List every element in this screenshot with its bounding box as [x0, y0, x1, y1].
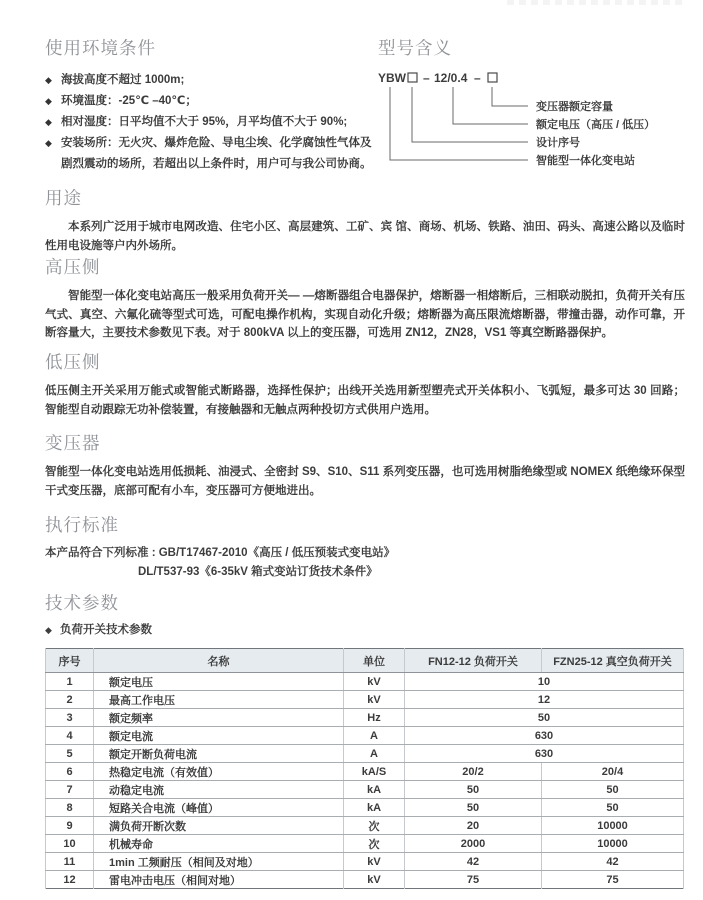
list-item: [45, 70, 375, 91]
section-title-tech-params: 技术参数: [45, 593, 119, 613]
table-row: [46, 871, 684, 889]
model-label-station-type: 智能型一体化变电站: [536, 155, 635, 167]
section-title-standards: 执行标准: [45, 515, 119, 535]
usage-paragraph: 本系列广泛用于城市电网改造、住宅小区、高层建筑、工矿、宾 馆、商场、机场、铁路、油田、码头、高速公路以及临时性用电设施等户内外场所。: [45, 221, 685, 252]
model-label-capacity: 变压器额定容量: [536, 101, 613, 113]
spec-table-body: [46, 673, 684, 889]
model-code-prefix: YBW: [378, 71, 406, 85]
section-title-transformer: 变压器: [45, 433, 101, 453]
table-row: [46, 853, 684, 871]
table-cell: kV: [344, 853, 405, 871]
list-item: [45, 133, 375, 175]
list-item: [45, 112, 375, 133]
bullet-text: 相对湿度：日平均值不大于 95%，月平均值不大于 90%;: [61, 116, 348, 128]
table-cell: 10: [46, 835, 94, 853]
table-cell: 4: [46, 727, 94, 745]
table-cell: 动稳定电流: [94, 781, 344, 799]
section-usage: [45, 186, 685, 255]
table-cell: A: [344, 727, 405, 745]
model-code-dash: –: [423, 71, 430, 85]
table-cell: 雷电冲击电压（相间对地）: [94, 871, 344, 889]
section-title-hv: 高压侧: [45, 257, 101, 277]
table-cell: 8: [46, 799, 94, 817]
diamond-bullet-icon: ◆: [45, 117, 52, 127]
col-header-fzn25: FZN25-12 真空负荷开关: [542, 649, 684, 673]
section-title-usage: 用途: [45, 188, 82, 208]
model-label-voltage: 额定电压（高压 / 低压）: [536, 119, 656, 131]
table-cell: kA: [344, 799, 405, 817]
table-cell: 42: [405, 853, 542, 871]
table-cell: 短路关合电流（峰值）: [94, 799, 344, 817]
table-cell: 50: [405, 799, 542, 817]
diamond-bullet-icon: ◆: [45, 625, 52, 635]
table-subtitle: [45, 622, 685, 639]
table-cell: 12: [46, 871, 94, 889]
model-code-dash: –: [474, 71, 481, 85]
model-code-voltage: 12/0.4: [434, 71, 468, 85]
table-row: [46, 763, 684, 781]
table-cell: 9: [46, 817, 94, 835]
table-cell: 75: [405, 871, 542, 889]
section-environment: [45, 36, 375, 175]
table-cell: 50: [405, 781, 542, 799]
table-cell: kV: [344, 871, 405, 889]
table-cell: 12: [405, 691, 684, 709]
col-header-no: 序号: [46, 649, 94, 673]
table-cell: 机械寿命: [94, 835, 344, 853]
diamond-bullet-icon: ◆: [45, 75, 52, 85]
table-cell: 次: [344, 817, 405, 835]
table-cell: 3: [46, 709, 94, 727]
environment-bullet-list: [45, 70, 375, 175]
section-title-environment: 使用环境条件: [45, 38, 156, 58]
diamond-bullet-icon: ◆: [45, 138, 52, 148]
table-cell: 2: [46, 691, 94, 709]
standard-line-1: 本产品符合下列标准 : GB/T17467-2010《高压 / 低压预装式变电站》: [45, 547, 396, 559]
section-title-lv: 低压侧: [45, 352, 101, 372]
transformer-paragraph: 智能型一体化变电站选用低损耗、油浸式、全密封 S9、S10、S11 系列变压器，也可选用树脂绝缘型或 NOMEX 纸绝缘环保型干式变压器，底部可配有小车，变压器可方便地进出。: [45, 466, 685, 497]
section-transformer: [45, 431, 685, 500]
section-standards: [45, 513, 685, 581]
blank-box-icon: [408, 73, 417, 82]
bullet-text: 环境温度：-25℃ –40℃；: [61, 95, 197, 107]
table-cell: A: [344, 745, 405, 763]
section-tech-params: [45, 591, 685, 889]
table-row: [46, 709, 684, 727]
connector-line: [412, 87, 528, 142]
load-switch-spec-table: [45, 648, 684, 889]
cropped-header-artifact: [507, 0, 687, 5]
table-cell: 11: [46, 853, 94, 871]
col-header-unit: 单位: [344, 649, 405, 673]
table-cell: 630: [405, 727, 684, 745]
table-cell: 7: [46, 781, 94, 799]
section-model-designation: [378, 36, 688, 188]
table-cell: 10000: [542, 817, 684, 835]
section-title-model: 型号含义: [378, 38, 452, 58]
table-cell: 额定电流: [94, 727, 344, 745]
table-cell: 20: [405, 817, 542, 835]
table-cell: 2000: [405, 835, 542, 853]
diamond-bullet-icon: ◆: [45, 96, 52, 106]
section-lv-side: [45, 350, 685, 419]
table-cell: 次: [344, 835, 405, 853]
table-row: [46, 691, 684, 709]
table-cell: 满负荷开断次数: [94, 817, 344, 835]
table-cell: kV: [344, 691, 405, 709]
lv-paragraph: 低压侧主开关采用万能式或智能式断路器，选择性保护；出线开关选用新型塑壳式开关体积小、飞弧短，最多可达 30 回路；智能型自动跟踪无功补偿装置，有接触器和无触点两种投切方式供用户选用。: [45, 385, 685, 416]
table-cell: 10: [405, 673, 684, 691]
table-cell: 5: [46, 745, 94, 763]
table-row: [46, 673, 684, 691]
spec-table-head: [46, 649, 684, 673]
col-header-fn12: FN12-12 负荷开关: [405, 649, 542, 673]
table-cell: 1: [46, 673, 94, 691]
table-cell: kV: [344, 673, 405, 691]
list-item: [45, 91, 375, 112]
table-cell: kA/S: [344, 763, 405, 781]
table-cell: 额定电压: [94, 673, 344, 691]
table-subtitle-text: 负荷开关技术参数: [60, 624, 152, 636]
table-cell: 50: [405, 709, 684, 727]
table-cell: 6: [46, 763, 94, 781]
table-cell: 10000: [542, 835, 684, 853]
hv-paragraph: 智能型一体化变电站高压一般采用负荷开关— —熔断器组合电器保护，熔断器一相熔断后，三相联动脱扣，负荷开关有压气式、真空、六氟化硫等型式可选，可配电操作机构，实现自动化升级；熔断器为高压限流熔断器，带撞击器，动作可靠，开断容量大，主要技术参数见下表。对于 800kVA 以上的变压器，可选用 ZN12，ZN28，VS1 等真空断路器保护。: [45, 290, 685, 339]
table-cell: 630: [405, 745, 684, 763]
table-row: [46, 781, 684, 799]
connector-line: [492, 87, 528, 106]
table-row: [46, 727, 684, 745]
table-row: [46, 799, 684, 817]
section-hv-side: [45, 255, 685, 343]
table-cell: 50: [542, 799, 684, 817]
table-cell: 额定频率: [94, 709, 344, 727]
bullet-text: 海拔高度不超过 1000m;: [61, 74, 185, 86]
table-cell: 20/2: [405, 763, 542, 781]
table-cell: kA: [344, 781, 405, 799]
table-cell: 最高工作电压: [94, 691, 344, 709]
table-cell: 50: [542, 781, 684, 799]
table-header-row: [46, 649, 684, 673]
col-header-name: 名称: [94, 649, 344, 673]
table-row: [46, 835, 684, 853]
table-row: [46, 817, 684, 835]
table-cell: 20/4: [542, 763, 684, 781]
table-cell: 额定开断负荷电流: [94, 745, 344, 763]
table-cell: 75: [542, 871, 684, 889]
model-designation-diagram: [378, 68, 688, 188]
table-cell: 热稳定电流（有效值）: [94, 763, 344, 781]
table-row: [46, 745, 684, 763]
bullet-text: 安装场所：无火灾、爆炸危险、导电尘埃、化学腐蚀性气体及剧烈震动的场所，若超出以上条件时，用户可与我公司协商。: [61, 137, 372, 170]
model-label-design-no: 设计序号: [536, 137, 580, 149]
standard-line-2: DL/T537-93《6-35kV 箱式变站订货技术条件》: [138, 566, 378, 578]
table-cell: 42: [542, 853, 684, 871]
table-cell: 1min 工频耐压（相间及对地）: [94, 853, 344, 871]
blank-box-icon: [488, 73, 497, 82]
table-cell: Hz: [344, 709, 405, 727]
